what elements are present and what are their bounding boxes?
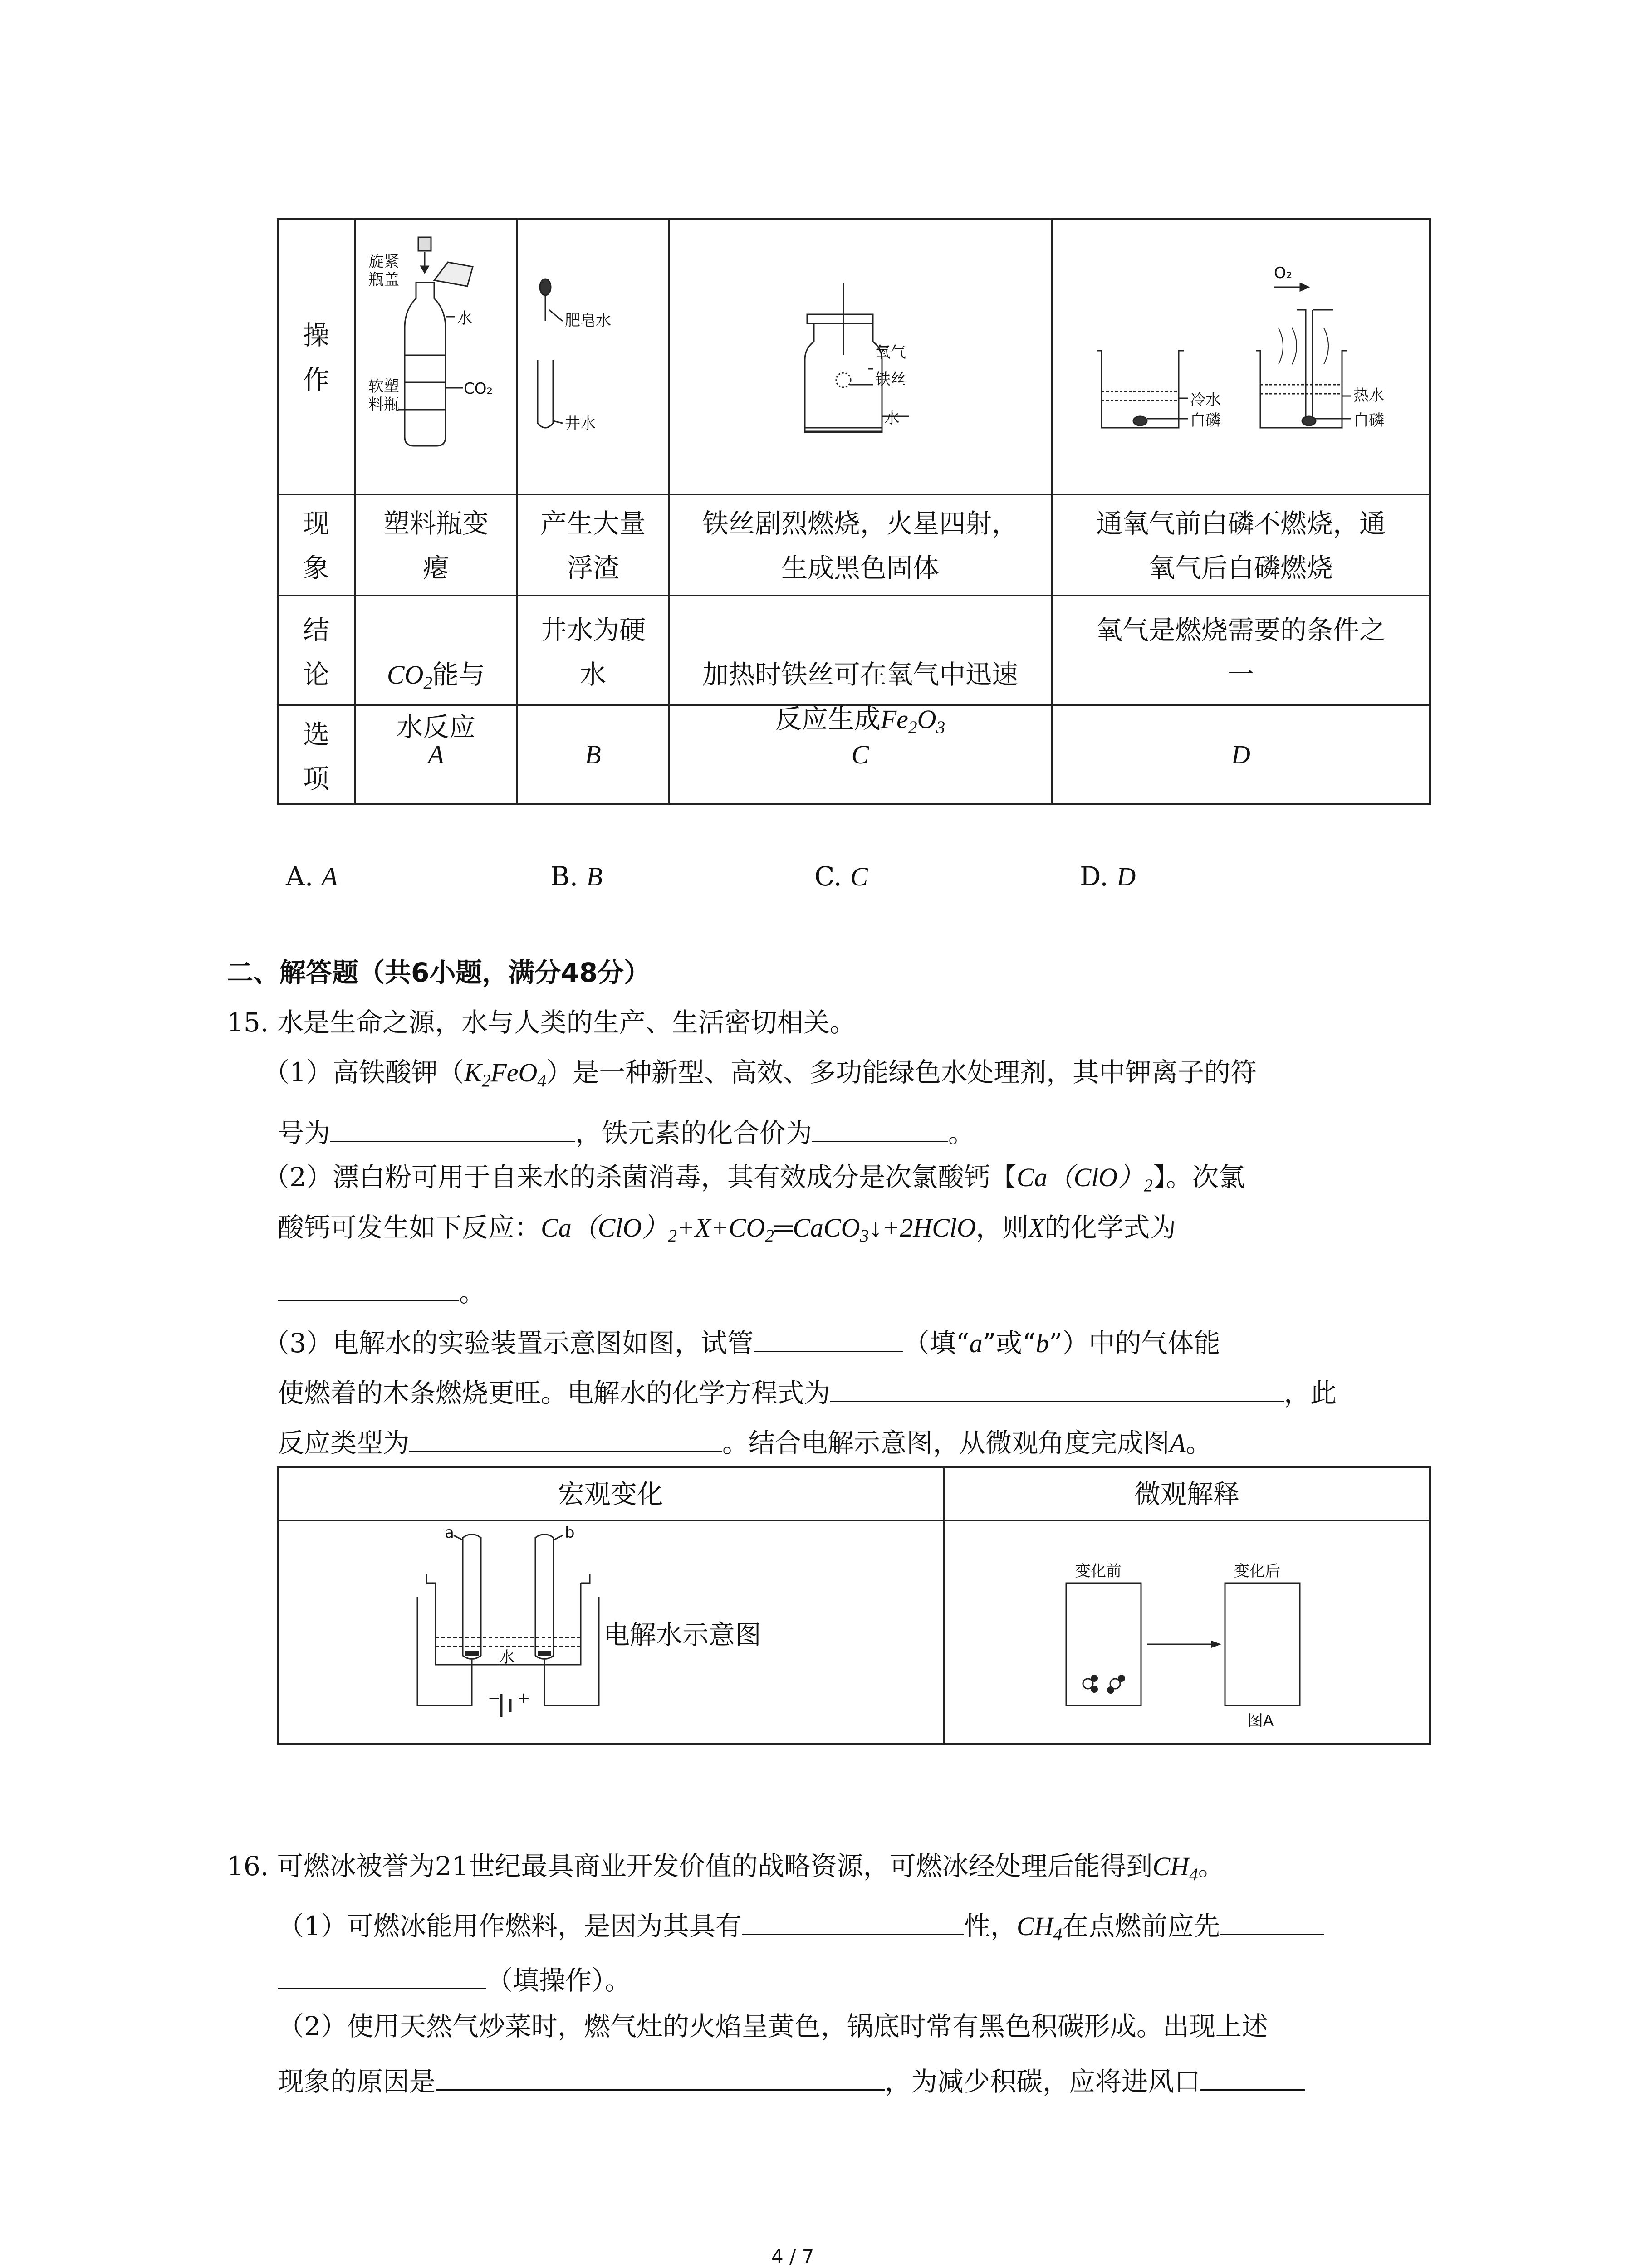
label-phosphorus-2: 白磷	[1353, 411, 1384, 430]
phenomenon-c: 铁丝剧烈燃烧，火星四射， 生成黑色固体	[702, 508, 1018, 583]
choice-a[interactable]: A. A	[286, 861, 338, 892]
choice-b[interactable]: B. B	[550, 861, 603, 892]
q15-stem: 15. 水是生命之源，水与人类的生产、生活密切相关。	[227, 1007, 856, 1038]
q15-part2-line3: 。	[278, 1274, 485, 1305]
answer-blank-air-inlet[interactable]	[1200, 2063, 1305, 2091]
q15-part3-line2: 使燃着的木条燃烧更旺。电解水的化学方程式为 ，此	[278, 1374, 1337, 1406]
answer-blank-reason[interactable]	[436, 2063, 885, 2091]
label-cold-water: 冷水	[1190, 391, 1221, 409]
label-co2-a: CO₂	[464, 380, 493, 398]
label-oxygen: 氧气	[875, 343, 906, 362]
label-iron-wire: 铁丝	[875, 371, 906, 389]
row-header-operation: 操 作	[303, 320, 329, 395]
q15-part2-line1: （2）漂白粉可用于自来水的杀菌消毒，其有效成分是次氯酸钙【$Ca(ClO)_2$】。次氯	[263, 1162, 1245, 1196]
q16-part1-line1: （1）可燃冰能用作燃料，是因为其具有 性，$CH_4$在点燃前应先	[278, 1907, 1324, 1943]
label-plus: +	[517, 1689, 530, 1707]
section-title: 二、解答题（共6小题，满分48分）	[227, 957, 651, 988]
page-number: 4 / 7	[771, 2245, 814, 2268]
choice-d[interactable]: D. D	[1080, 861, 1136, 892]
figure-micro-change	[1057, 1551, 1329, 1742]
label-figure-a: 图A	[1248, 1712, 1274, 1730]
choice-c[interactable]: C. C	[814, 861, 868, 892]
label-after: 变化后	[1234, 1562, 1280, 1580]
answer-blank-operation-1[interactable]	[1220, 1907, 1324, 1935]
label-o2: O₂	[1274, 264, 1293, 282]
q15-part3-line1: （3）电解水的实验装置示意图如图，试管 （填“a”或“b”）中的气体能	[263, 1325, 1220, 1357]
label-soap-water: 肥皂水	[565, 312, 611, 330]
label-water-electrolysis: 水	[499, 1648, 514, 1667]
header-macro-change: 宏观变化	[558, 1479, 663, 1510]
label-hot-water: 热水	[1353, 386, 1384, 405]
option-label-b: B	[585, 740, 601, 769]
label-water-c: 水	[884, 409, 900, 427]
row-header-option: 选 项	[303, 719, 329, 794]
conclusion-a: $CO_2$能与 水反应	[387, 659, 485, 743]
option-label-a: A	[428, 740, 444, 769]
label-minus: −	[488, 1689, 501, 1707]
label-water-a: 水	[457, 309, 472, 327]
label-bottle-2: 料瓶	[368, 396, 399, 414]
q16-stem: 16. 可燃冰被誉为21世纪最具商业开发价值的战略资源，可燃冰经处理后能得到$CH_4$。	[227, 1851, 1225, 1885]
answer-blank-operation-2[interactable]	[278, 1962, 486, 1989]
option-label-d: D	[1231, 740, 1250, 769]
figure-water-electrolysis	[408, 1524, 608, 1742]
label-tube-b: b	[565, 1524, 575, 1542]
answer-blank-property[interactable]	[742, 1907, 964, 1935]
label-cap-1: 旋紧	[368, 253, 399, 271]
label-before: 变化前	[1075, 1562, 1122, 1580]
water-molecules	[1083, 1675, 1125, 1694]
header-micro-explanation: 微观解释	[1134, 1479, 1239, 1510]
row-header-phenomenon: 现 象	[303, 508, 329, 583]
q15-part3-line3: 反应类型为 。结合电解示意图，从微观角度完成图A。	[278, 1424, 1212, 1457]
q16-part2-line1: （2）使用天然气炒菜时，燃气灶的火焰呈黄色，锅底时常有黑色积碳形成。出现上述	[278, 2011, 1268, 2042]
row-header-conclusion: 结 论	[303, 615, 329, 690]
phenomenon-d: 通氧气前白磷不燃烧，通 氧气后白磷燃烧	[1096, 508, 1386, 583]
q15-part2-line2: 酸钙可发生如下反应：$Ca(ClO)_2+X+CO_2═CaCO_3↓+2HClO$，则X的化学式为	[278, 1212, 1176, 1246]
option-label-c: C	[851, 740, 869, 769]
q16-part1-line2: （填操作）。	[278, 1962, 631, 1994]
label-well-water: 井水	[565, 415, 596, 433]
label-bottle-1: 软塑	[368, 377, 399, 396]
label-phosphorus-1: 白磷	[1190, 411, 1221, 430]
conclusion-b: 井水为硬 水	[540, 615, 646, 690]
conclusion-d: 氧气是燃烧需要的条件之 一	[1096, 615, 1386, 690]
label-cap-2: 瓶盖	[368, 271, 399, 289]
phenomenon-a: 塑料瓶变 瘪	[383, 508, 489, 583]
q16-part2-line2: 现象的原因是 ，为减少积碳，应将进风口	[278, 2063, 1305, 2095]
label-tube-a: a	[445, 1524, 454, 1542]
q15-part1-line1: （1）高铁酸钾$(K_2FeO_4)$是一种新型、高效、多功能绿色水处理剂，其中钾离子的符	[263, 1057, 1257, 1091]
conclusion-c: 加热时铁丝可在氧气中迅速 反应生成$Fe_2O_3$	[702, 659, 1018, 738]
electrolysis-caption: 电解水示意图	[603, 1619, 762, 1650]
q15-part1-line2: 号为 ，铁元素的化合价为 。	[278, 1114, 975, 1146]
phenomenon-b: 产生大量 浮渣	[540, 508, 646, 583]
